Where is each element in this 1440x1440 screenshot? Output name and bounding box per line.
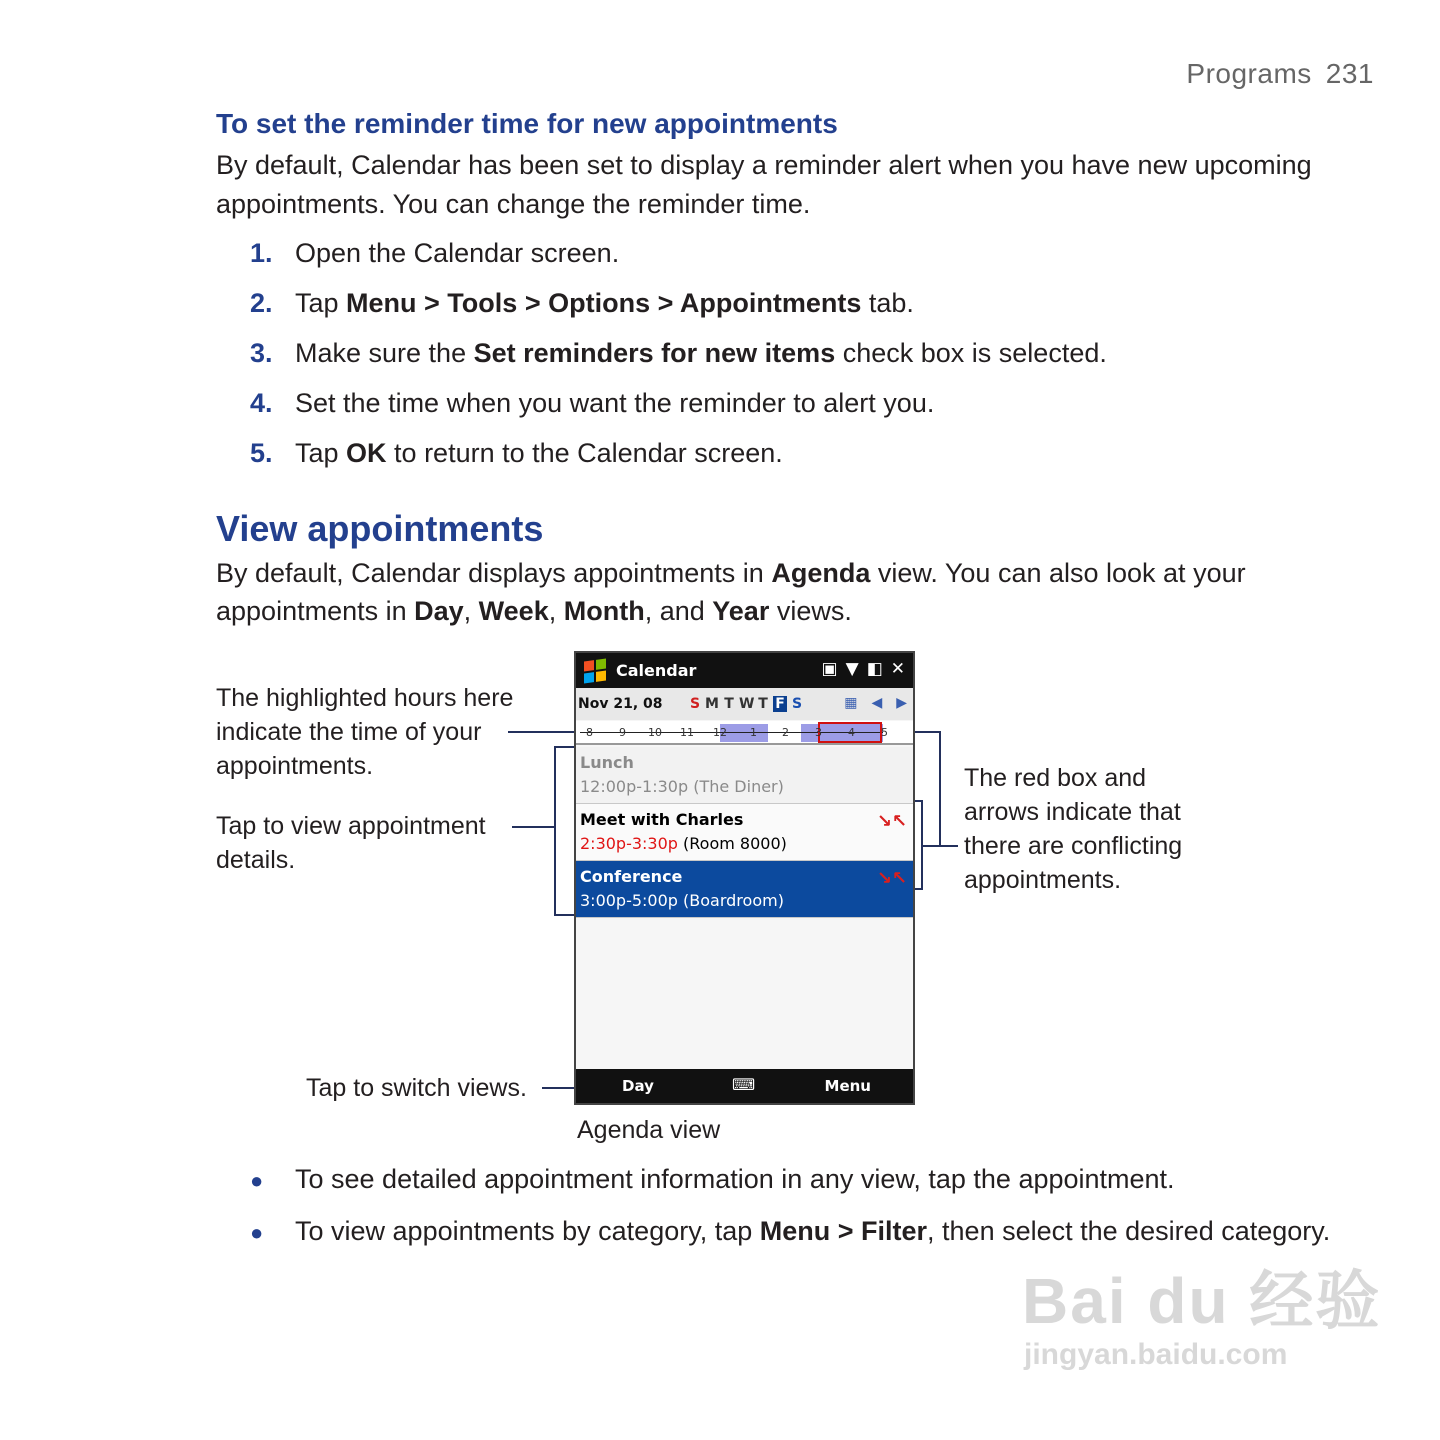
busy-hours-highlight [720, 724, 768, 742]
hsdpa-icon: ▣ [821, 659, 838, 679]
appointment-time: 12:00p-1:30p [580, 777, 689, 796]
callout-hours: The highlighted hours here indicate the time of your appointments. [216, 684, 514, 780]
day-thursday[interactable]: T [758, 696, 768, 712]
conflict-arrows-icon: ↘↖ [876, 811, 907, 832]
section-name: Programs [1186, 58, 1312, 89]
day-saturday[interactable]: S [791, 696, 803, 712]
bullet-icon: ● [250, 1220, 264, 1245]
callout-details: Tap to view appointment details. [216, 812, 486, 874]
step: 2. Tap Menu > Tools > Options > Appointments tab. [250, 288, 914, 318]
leader-line-details [512, 826, 556, 828]
app-title: Calendar [616, 661, 697, 680]
goto-today-icon[interactable]: ▦ [844, 695, 858, 711]
hour-tick: 12 [713, 726, 727, 739]
menu-softkey[interactable]: Menu [824, 1077, 871, 1095]
hour-tick: 9 [619, 726, 626, 739]
appointment-meet-charles[interactable] [576, 804, 913, 861]
keyboard-icon[interactable]: ⌨ [732, 1075, 756, 1094]
page-number: 231 [1325, 58, 1374, 89]
appointment-place: (The Diner) [688, 777, 784, 796]
reminder-intro: By default, Calendar has been set to display a reminder alert when you have new upcoming appointments. You can change the reminder time. [216, 150, 1312, 219]
day-view-softkey[interactable]: Day [622, 1077, 654, 1095]
bracket-arrows [921, 800, 923, 890]
view-appointments-heading: View appointments [216, 508, 544, 549]
calendar-phone-screen [574, 651, 915, 1105]
hour-tick: 1 [750, 726, 757, 739]
callout-conflict: The red box and arrows indicate that there are conflicting appointments. [964, 764, 1183, 894]
current-date: Nov 21, 08 [578, 696, 663, 712]
windows-start-icon[interactable] [584, 658, 606, 683]
appointment-title: Lunch [580, 753, 634, 772]
title-bar [576, 653, 913, 688]
prev-arrow-icon[interactable]: ◀ [871, 695, 883, 711]
step: 4. Set the time when you want the reminder to alert you. [250, 388, 935, 418]
next-arrow-icon[interactable]: ▶ [896, 695, 907, 711]
tips-list [250, 1160, 1340, 1264]
step: 5. Tap OK to return to the Calendar screen. [250, 438, 783, 468]
day-sunday[interactable]: S [689, 696, 701, 712]
appointment-place: (Room 8000) [677, 834, 787, 853]
reminder-steps [250, 234, 1107, 484]
step: 3. Make sure the Set reminders for new items check box is selected. [250, 338, 1107, 368]
conflict-arrows-icon: ↘↖ [876, 868, 907, 889]
volume-mute-icon: ◧ [866, 659, 883, 679]
step: 1. Open the Calendar screen. [250, 238, 620, 268]
hour-tick: 10 [648, 726, 662, 739]
leader-line-hours [508, 731, 578, 733]
hour-tick: 8 [586, 726, 593, 739]
appointment-lunch[interactable] [576, 747, 913, 804]
watermark-url: jingyan.baidu.com [1024, 1338, 1288, 1371]
appointment-title: Meet with Charles [580, 810, 744, 829]
appointment-time: 3:00p-5:00p [580, 891, 678, 910]
view-intro: By default, Calendar displays appointments in Agenda view. You can also look at your appointments in Day, Week, Month, and Year views. [216, 558, 1246, 626]
bracket-details [554, 746, 556, 916]
hour-bar [576, 721, 913, 745]
day-wednesday[interactable]: W [739, 696, 755, 712]
list-item: ● To view appointments by category, tap Menu > Filter, then select the desired category. [250, 1212, 1340, 1252]
soft-key-bar [576, 1069, 913, 1103]
bracket-details-bottom [554, 914, 574, 916]
day-monday[interactable]: M [705, 696, 719, 712]
bullet-icon: ● [250, 1168, 264, 1193]
list-item: ● To see detailed appointment information in any view, tap the appointment. [250, 1160, 1340, 1200]
hour-tick: 5 [881, 726, 888, 739]
date-bar [576, 688, 913, 720]
week-days [688, 696, 804, 712]
close-icon[interactable]: ✕ [890, 659, 905, 679]
figure-caption: Agenda view [577, 1116, 721, 1144]
appointment-title: Conference [580, 867, 683, 886]
appointment-place: (Boardroom) [677, 891, 784, 910]
bracket-details-top [554, 746, 574, 748]
hour-tick: 3 [815, 726, 822, 739]
day-friday[interactable]: F [773, 696, 787, 712]
leader-line-conflict [922, 845, 958, 847]
signal-icon: ▼ [845, 659, 859, 679]
reminder-heading: To set the reminder time for new appointments [216, 108, 838, 139]
watermark-logo: Bai du 经验 [1022, 1265, 1382, 1337]
hour-tick: 11 [680, 726, 694, 739]
hour-tick: 2 [782, 726, 789, 739]
callout-switch: Tap to switch views. [306, 1074, 527, 1102]
day-tuesday[interactable]: T [724, 696, 734, 712]
bracket-conflict-vertical [939, 731, 941, 847]
hour-tick: 4 [848, 726, 855, 739]
appointment-conference[interactable] [576, 861, 913, 918]
appointment-time: 2:30p-3:30p [580, 834, 678, 853]
page-header [1186, 58, 1374, 90]
